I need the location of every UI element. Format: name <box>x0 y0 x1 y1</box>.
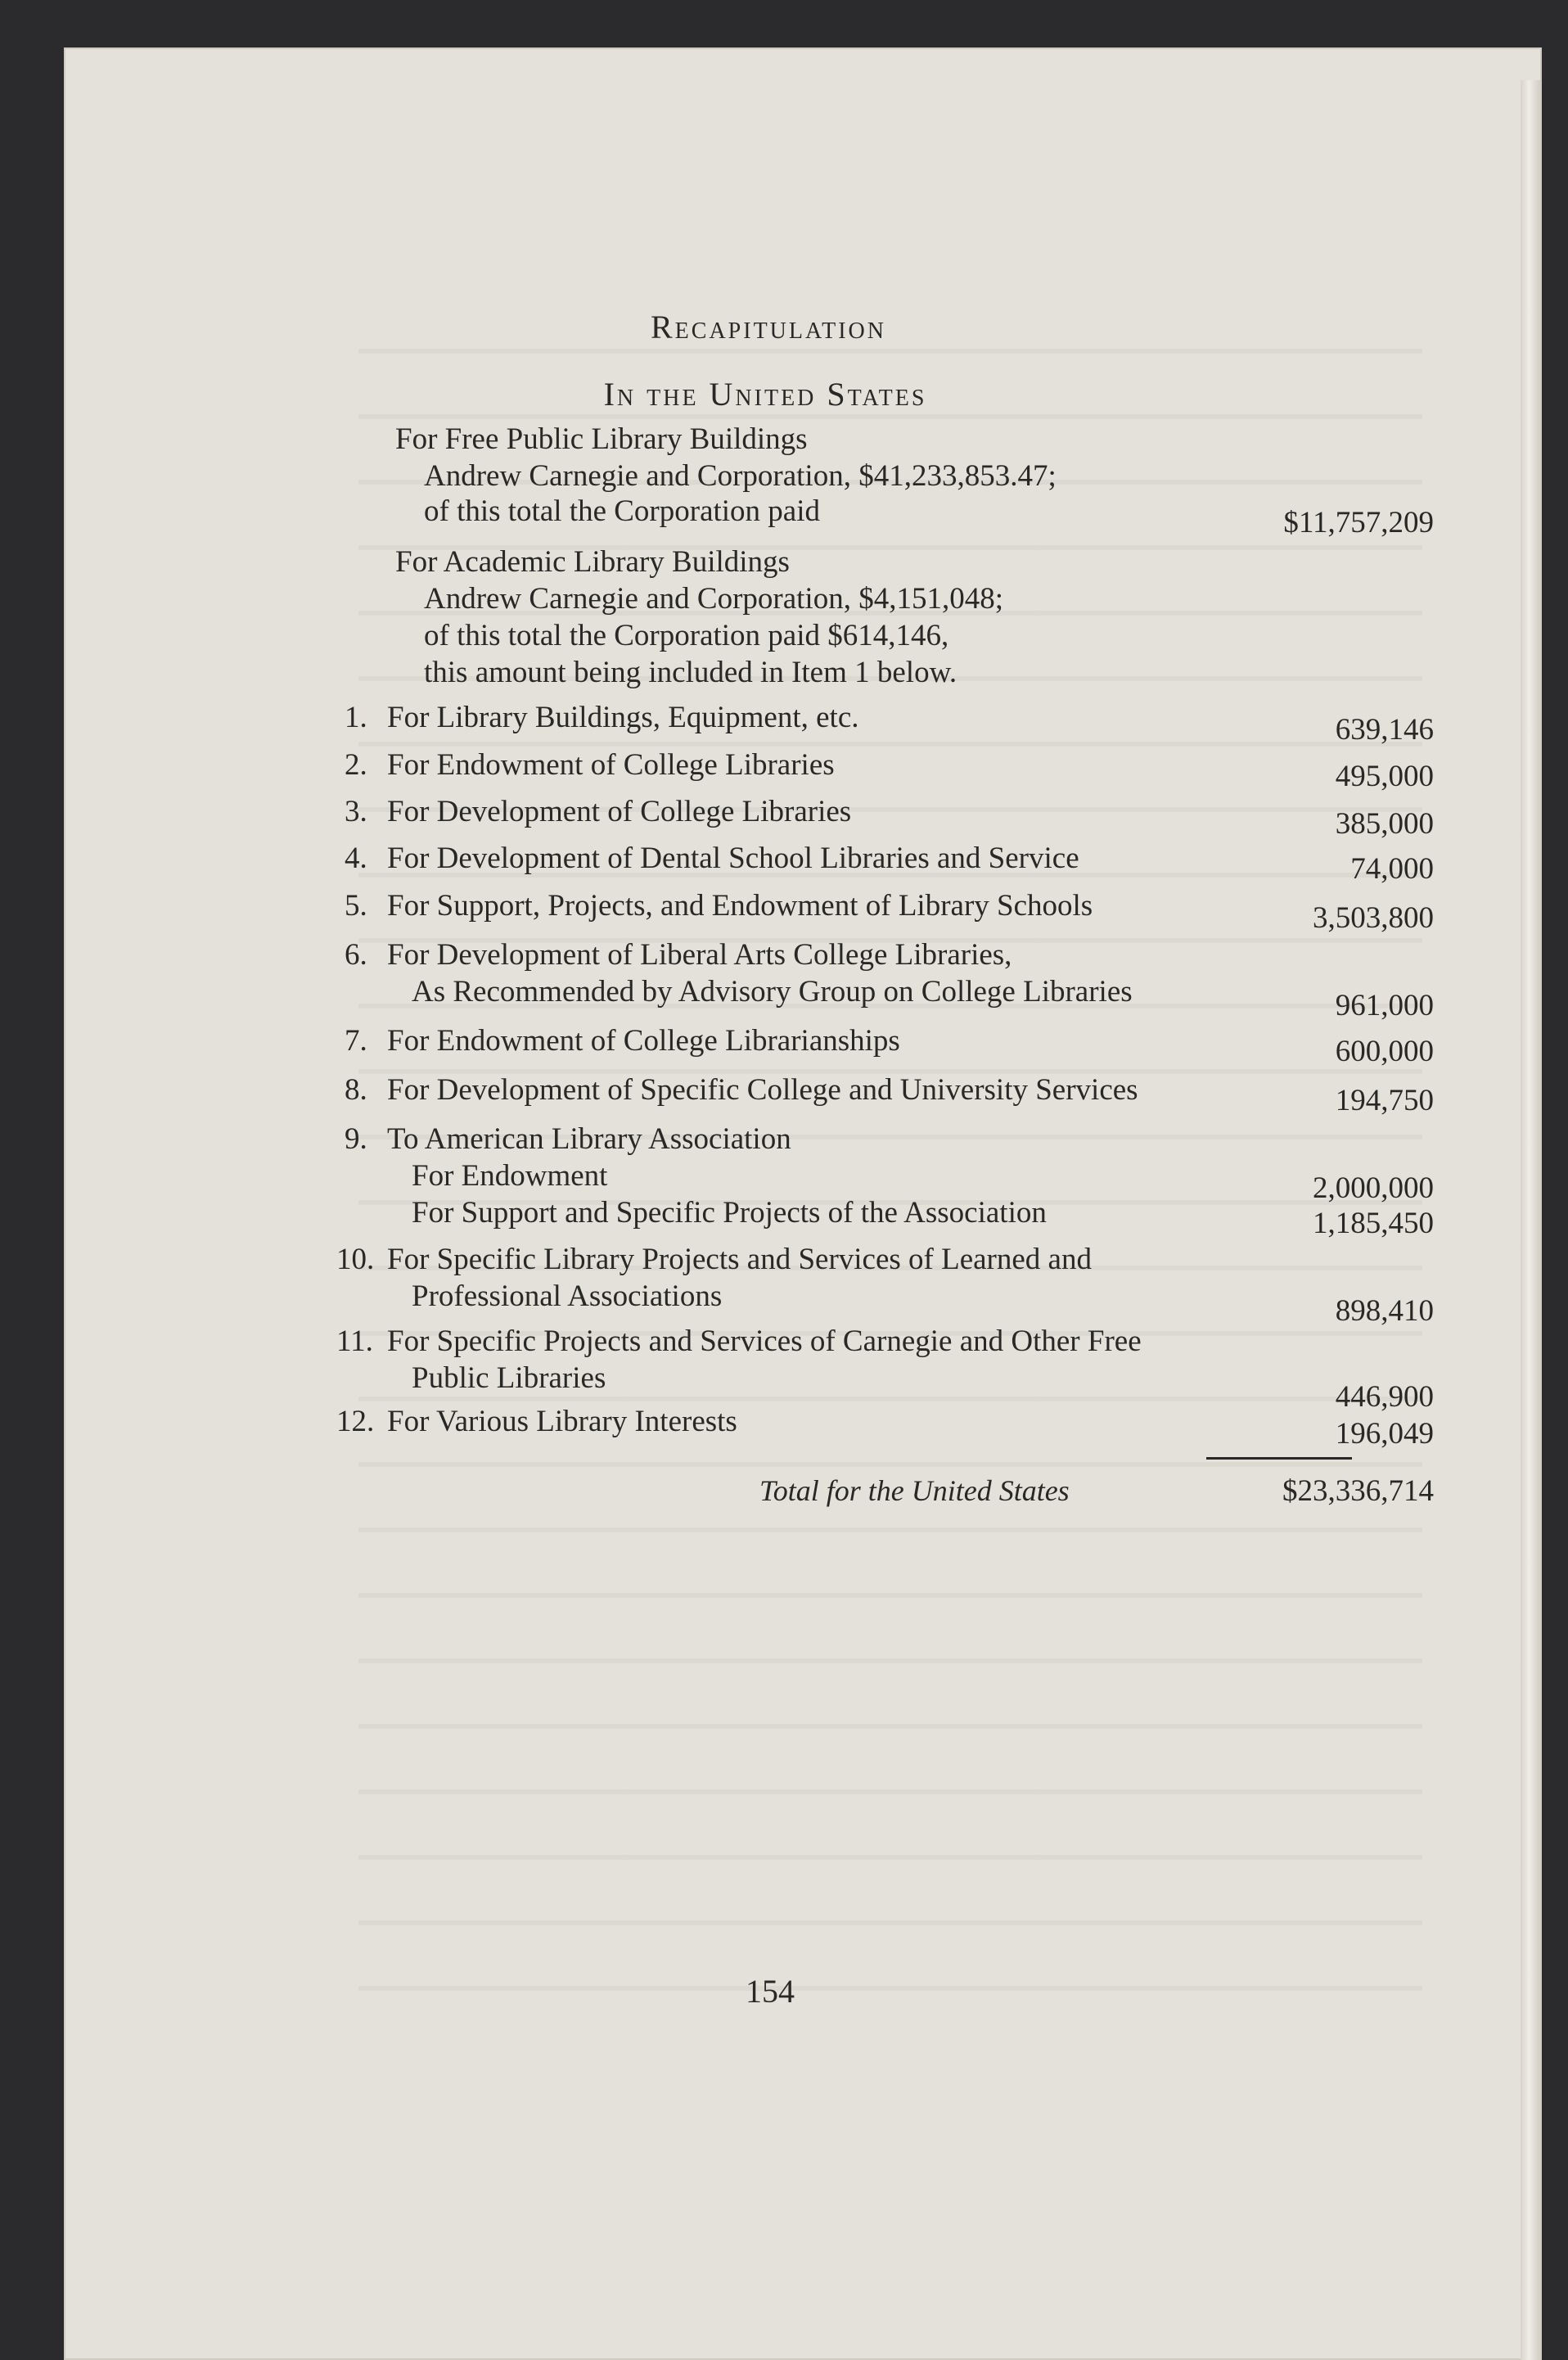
item-11-text-continued: Public Libraries <box>412 1361 606 1395</box>
item-4-amount: 74,000 <box>1350 852 1434 886</box>
page-title: Recapitulation <box>651 309 886 345</box>
item-1-amount: 639,146 <box>1335 713 1434 747</box>
item-10-amount: 898,410 <box>1335 1294 1434 1328</box>
total-rule <box>1206 1457 1352 1460</box>
item-1-text: For Library Buildings, Equipment, etc. <box>387 701 859 734</box>
academic-line-2: of this total the Corporation paid $614,146, <box>424 619 949 652</box>
item-12-number: 12. <box>336 1405 375 1438</box>
item-10-number: 10. <box>336 1243 375 1276</box>
free-public-line-1: Andrew Carnegie and Corporation, $41,233,853.47; <box>424 459 1057 493</box>
free-public-amount: $11,757,209 <box>1283 506 1434 539</box>
item-8-amount: 194,750 <box>1335 1084 1434 1117</box>
free-public-heading: For Free Public Library Buildings <box>395 422 808 456</box>
item-12-text: For Various Library Interests <box>387 1405 737 1438</box>
item-4-text: For Development of Dental School Libraries and Service <box>387 842 1079 875</box>
total-label: Total for the United States <box>759 1474 1070 1507</box>
item-9-text: To American Library Association <box>387 1122 791 1156</box>
page-content <box>64 47 1542 2360</box>
item-10-text: For Specific Library Projects and Services of Learned and <box>387 1243 1092 1276</box>
item-7-amount: 600,000 <box>1335 1035 1434 1068</box>
page-number: 154 <box>746 1973 795 2010</box>
item-5-amount: 3,503,800 <box>1313 901 1434 935</box>
item-9-sub-2-amount: 1,185,450 <box>1313 1207 1434 1240</box>
book-page <box>64 47 1542 2360</box>
item-3-amount: 385,000 <box>1335 807 1434 841</box>
item-8-number: 8. <box>345 1073 367 1107</box>
item-11-number: 11. <box>336 1324 373 1358</box>
item-9-sub-1: For Endowment <box>412 1159 608 1193</box>
item-1-number: 1. <box>345 701 367 734</box>
item-9-number: 9. <box>345 1122 367 1156</box>
page-subtitle: In the United States <box>603 376 927 413</box>
item-2-amount: 495,000 <box>1335 760 1434 793</box>
item-9-sub-2: For Support and Specific Projects of the Association <box>412 1196 1047 1230</box>
item-3-number: 3. <box>345 795 367 828</box>
item-10-text-continued: Professional Associations <box>412 1279 723 1313</box>
academic-line-1: Andrew Carnegie and Corporation, $4,151,048; <box>424 582 1003 616</box>
item-9-sub-1-amount: 2,000,000 <box>1313 1171 1434 1205</box>
item-2-number: 2. <box>345 748 367 782</box>
item-3-text: For Development of College Libraries <box>387 795 852 828</box>
total-amount: $23,336,714 <box>1282 1474 1434 1508</box>
item-6-text-continued: As Recommended by Advisory Group on College Libraries <box>412 975 1133 1009</box>
item-8-text: For Development of Specific College and University Services <box>387 1073 1138 1107</box>
item-11-amount: 446,900 <box>1335 1380 1434 1414</box>
item-2-text: For Endowment of College Libraries <box>387 748 835 782</box>
item-7-number: 7. <box>345 1024 367 1058</box>
academic-line-3: this amount being included in Item 1 below. <box>424 656 957 689</box>
academic-heading: For Academic Library Buildings <box>395 545 790 579</box>
item-7-text: For Endowment of College Librarianships <box>387 1024 900 1058</box>
item-6-amount: 961,000 <box>1335 989 1434 1022</box>
item-11-text: For Specific Projects and Services of Carnegie and Other Free <box>387 1324 1142 1358</box>
free-public-line-2: of this total the Corporation paid <box>424 494 820 528</box>
item-6-text: For Development of Liberal Arts College Libraries, <box>387 938 1012 972</box>
item-4-number: 4. <box>345 842 367 875</box>
item-5-number: 5. <box>345 889 367 923</box>
item-12-amount: 196,049 <box>1335 1417 1434 1451</box>
item-6-number: 6. <box>345 938 367 972</box>
item-5-text: For Support, Projects, and Endowment of Library Schools <box>387 889 1093 923</box>
